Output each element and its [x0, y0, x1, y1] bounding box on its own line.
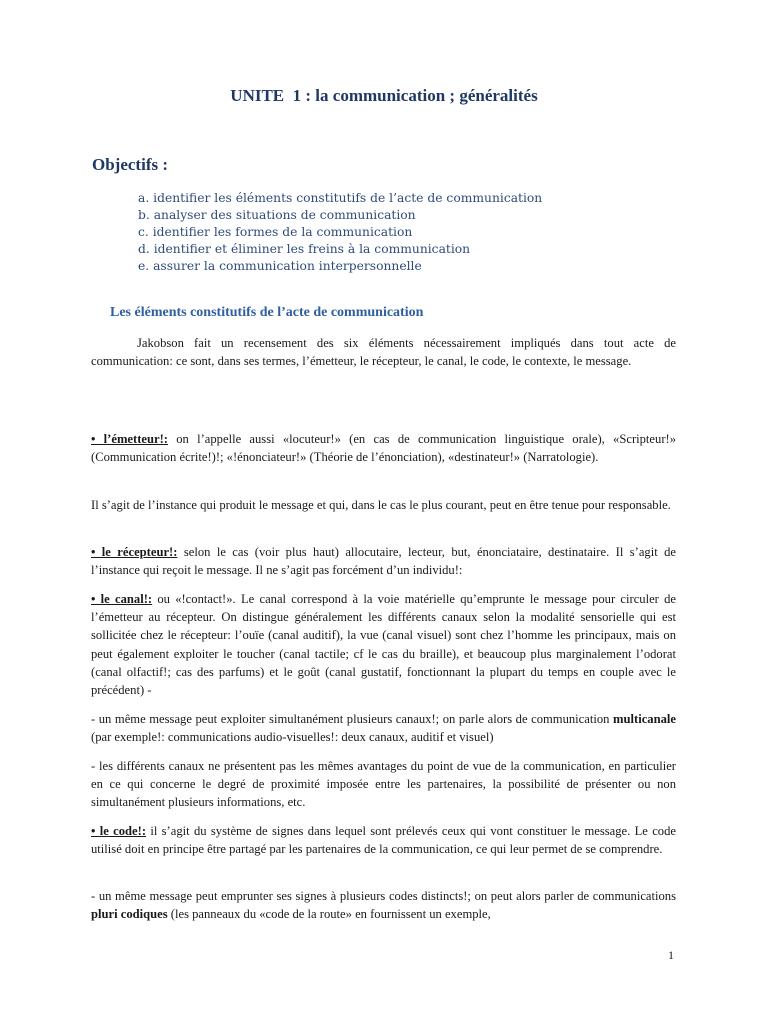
objectif-item: d. identifier et éliminer les freins à la communication: [138, 242, 471, 256]
paragraph-instance: Il s’agit de l’instance qui produit le message et qui, dans le cas le plus courant, peut en être tenue pour responsable.: [91, 498, 671, 512]
multicanale-after: (par exemple!: communications audio-visuelles!: deux canaux, auditif et visuel): [91, 730, 494, 745]
term-multicanale: multicanale: [613, 712, 676, 726]
multicanale-before: - un même message peut exploiter simultanément plusieurs canaux!; on parle alors de communication: [91, 712, 614, 726]
term-canal: • le canal!:: [91, 592, 153, 606]
term-code: • le code!:: [91, 824, 147, 838]
term-pluri-codiques: pluri codiques: [91, 907, 168, 922]
page-title: UNITE 1 : la communication ; généralités: [230, 86, 538, 105]
objectif-item: b. analyser des situations de communication: [138, 208, 416, 222]
recepteur-text: selon le cas (voir plus haut) allocutaire, lecteur, but, énonciataire, destinataire. Il s’agit de l’instance qui reçoit le message. Il ne s’agit pas forcément d’un individu!:: [91, 545, 676, 578]
page-number: 1: [668, 948, 674, 962]
objectif-item: e. assurer la communication interpersonnelle: [138, 259, 422, 273]
pluri-before: - un même message peut emprunter ses signes à plusieurs codes distincts!; on peut alors parler de communications: [91, 889, 676, 903]
paragraph-emetteur: [91, 430, 676, 466]
term-recepteur: • le récepteur!:: [91, 545, 178, 559]
paragraph-code: [91, 822, 676, 858]
emetteur-text: on l’appelle aussi «locuteur!» (en cas de communication linguistique orale), «Scripteur!» (Communication écrite!)!; «!énonciateur!» (Théorie de l’énonciation), «destinateur!» (Narratologie).: [91, 432, 676, 465]
term-emetteur: • l’émetteur!:: [91, 432, 168, 446]
paragraph-multicanale: [91, 710, 676, 746]
objectif-item: a. identifier les éléments constitutifs de l’acte de communication: [138, 191, 543, 205]
objectif-item: c. identifier les formes de la communication: [138, 225, 413, 239]
paragraph-recepteur: [91, 543, 676, 579]
canal-text: ou «!contact!». Le canal correspond à la voie matérielle qu’emprunte le message pour circuler de l’émetteur au récepteur. On distingue généralement les différents canaux selon la modalité sensorielle qui est sollicitée chez le récepteur: l’ouïe (canal auditif), la vue (canal visuel) sont chez l’homme les principaux, mais on peut également exploiter le toucher (canal tactile; cf le cas du braille), et beaucoup plus marginalement l’odorat (canal olfactif!; cas des parfums) et le goût (canal gustatif, fonctionnant la plupart du temps en couple avec le précédent) -: [91, 592, 677, 698]
section-heading: Les éléments constitutifs de l’acte de communication: [110, 305, 424, 320]
objectifs-heading: Objectifs :: [92, 155, 169, 174]
pluri-after: (les panneaux du «code de la route» en fournissent un exemple,: [167, 907, 491, 922]
paragraph-intro: Jakobson fait un recensement des six éléments nécessairement impliqués dans tout acte de communication: ce sont, dans ses termes, l’émetteur, le récepteur, le canal, le code, le contexte, le message.: [91, 336, 676, 369]
paragraph-pluri-codiques: [91, 887, 676, 923]
code-text: il s’agit du système de signes dans lequel sont prélevés ceux qui vont constituer le message. Le code utilisé doit en principe être partagé par les partenaires de la communication, ce qui leur permet de se comprendre.: [91, 824, 676, 857]
paragraph-canaux-differents: - les différents canaux ne présentent pas les mêmes avantages du point de vue de la communication, en particulier en ce qui concerne le degré de proximité imposée entre les partenaires, la possibilité de présenter ou non simultanément plusieurs informations, etc.: [91, 759, 676, 810]
paragraph-canal: [91, 590, 676, 699]
objectifs-list: [138, 190, 542, 275]
